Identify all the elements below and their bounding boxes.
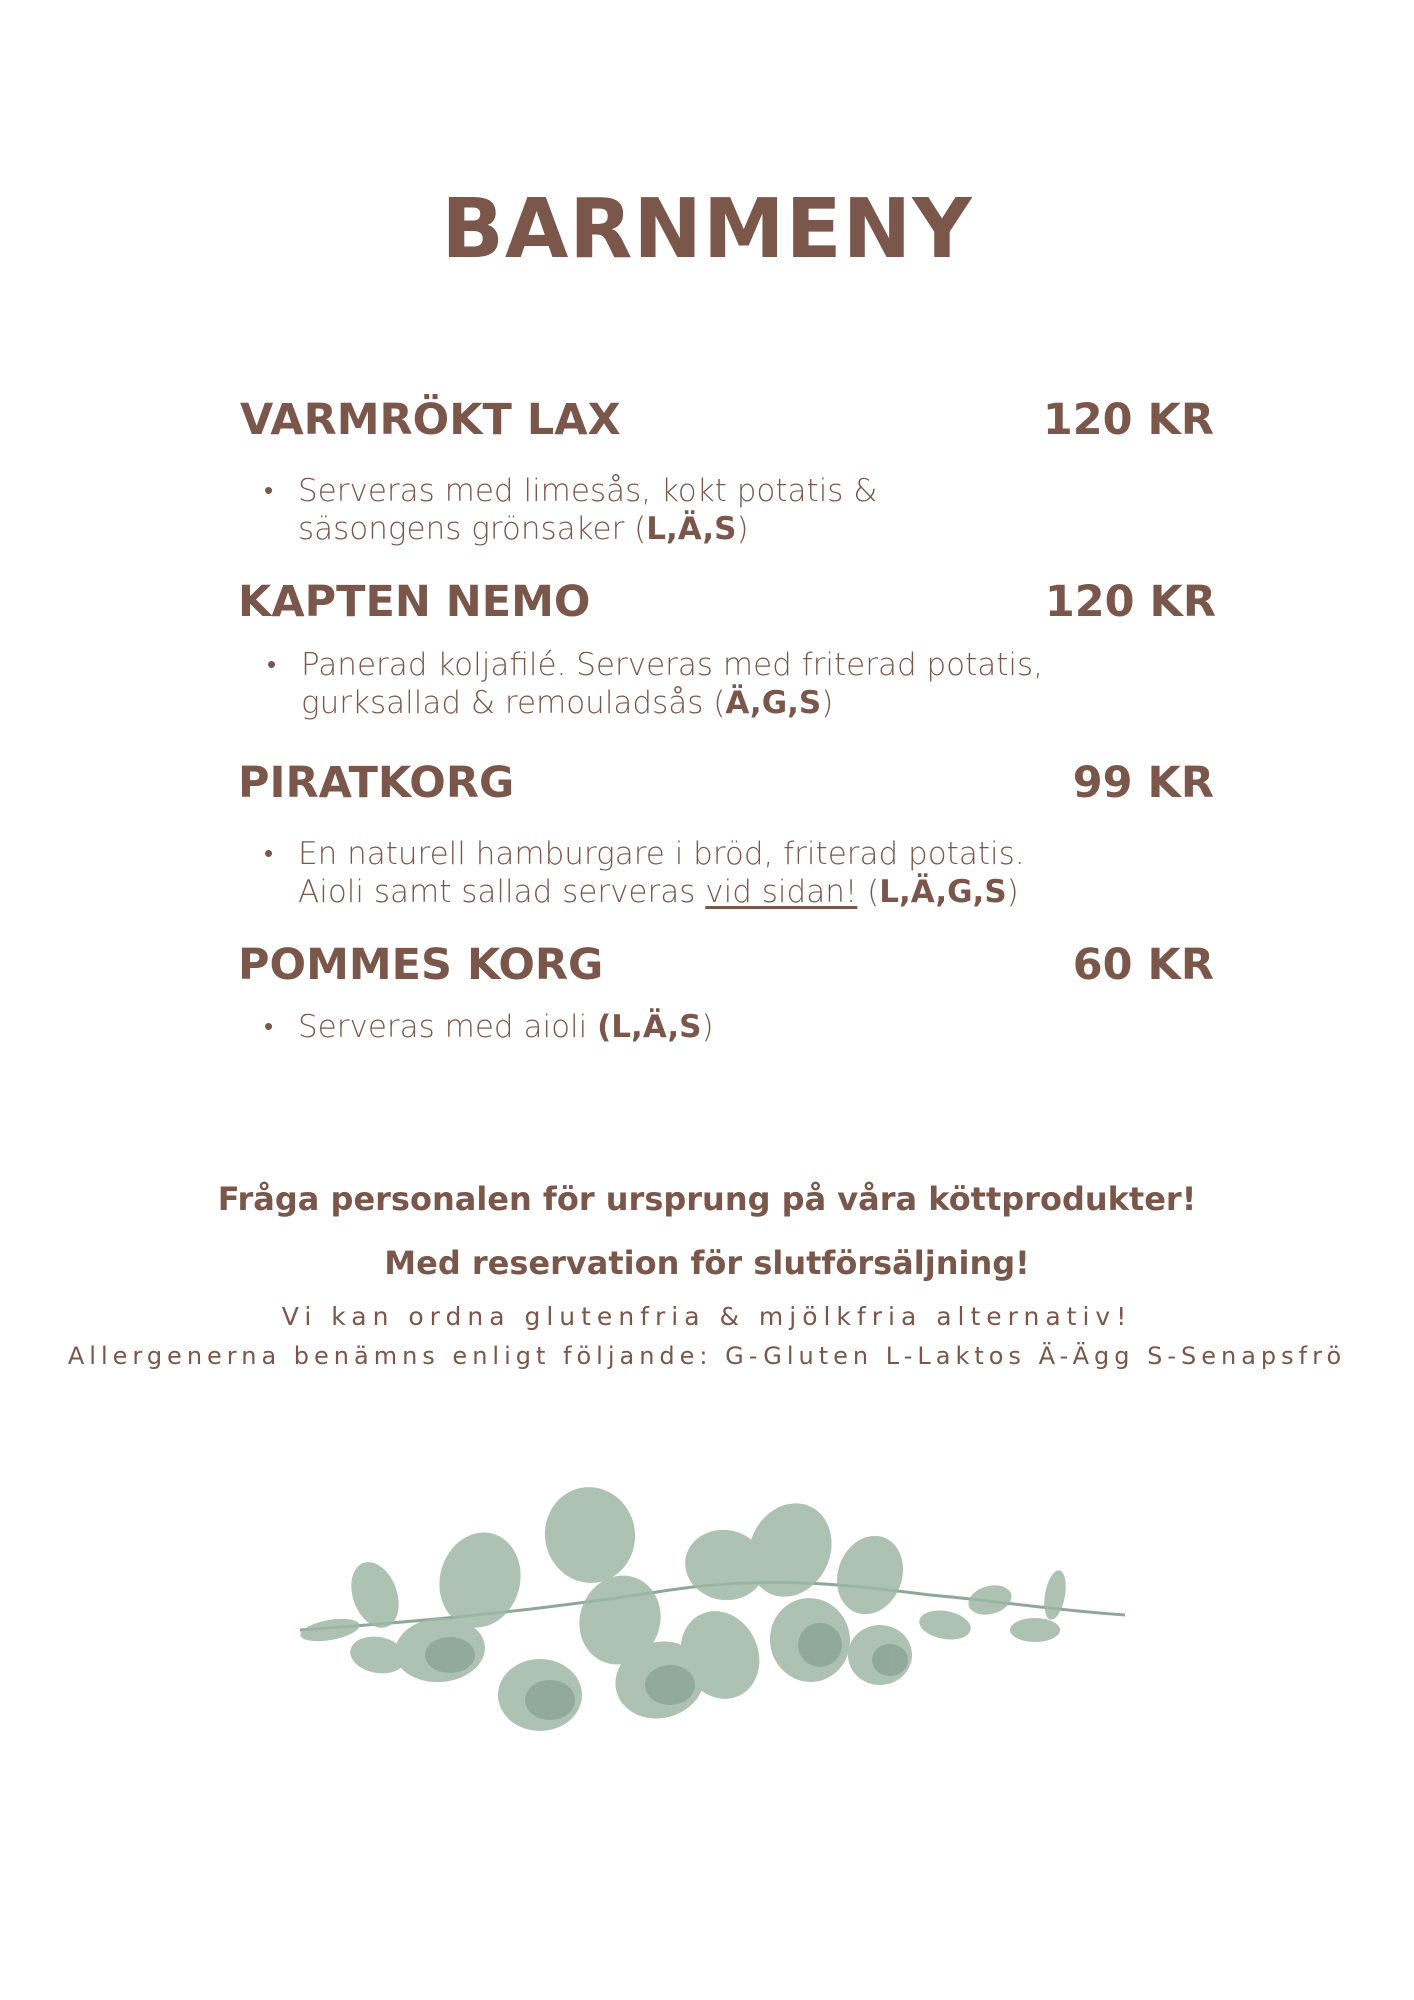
reservation-note: Med reservation för slutförsäljning! bbox=[384, 1244, 1030, 1282]
allergen-codes: L,Ä,S bbox=[646, 511, 737, 547]
menu-item-name: KAPTEN NEMO bbox=[238, 577, 591, 627]
alternatives-note: Vi kan ordna glutenfria & mjölkfria alternativ! bbox=[281, 1302, 1133, 1331]
page-title: BARNMENY bbox=[441, 182, 973, 277]
eucalyptus-branch-icon bbox=[290, 1480, 1130, 1740]
description-line: Aioli samt sallad serveras vid sidan! (L,Ä,G,S) bbox=[298, 874, 1019, 910]
menu-item-price: 99 KR bbox=[1072, 758, 1214, 808]
allergen-codes: (L,Ä,S bbox=[597, 1009, 702, 1045]
description-line: Serveras med limesås, kokt potatis & bbox=[298, 473, 878, 509]
bullet-icon: • bbox=[264, 839, 274, 869]
description-line: Serveras med aioli (L,Ä,S) bbox=[298, 1009, 714, 1045]
bullet-icon: • bbox=[264, 1012, 274, 1042]
bullet-icon: • bbox=[267, 650, 277, 680]
description-line: En naturell hamburgare i bröd, friterad potatis. bbox=[298, 836, 1025, 872]
description-line: gurksallad & remouladsås (Ä,G,S) bbox=[301, 685, 834, 721]
bullet-icon: • bbox=[264, 476, 274, 506]
menu-item-name: PIRATKORG bbox=[238, 758, 515, 808]
menu-item-price: 120 KR bbox=[1044, 577, 1216, 627]
menu-item-description bbox=[264, 835, 1025, 911]
description-line: säsongens grönsaker (L,Ä,S) bbox=[298, 511, 749, 547]
menu-item-name: POMMES KORG bbox=[238, 940, 604, 990]
menu-item-price: 60 KR bbox=[1072, 940, 1214, 990]
allergen-codes: L,Ä,G,S bbox=[879, 874, 1007, 910]
menu-item-price: 120 KR bbox=[1042, 395, 1214, 445]
allergen-legend: Allergenerna benämns enligt följande: G-Gluten L-Laktos Ä-Ägg S-Senapsfrö bbox=[67, 1342, 1347, 1370]
origin-note: Fråga personalen för ursprung på våra köttprodukter! bbox=[217, 1180, 1197, 1218]
allergen-codes: Ä,G,S bbox=[725, 685, 822, 721]
menu-item-description bbox=[267, 646, 1044, 722]
menu-item-description bbox=[264, 1008, 714, 1046]
description-line: Panerad koljafilé. Serveras med friterad potatis, bbox=[301, 647, 1044, 683]
menu-item-description bbox=[264, 472, 878, 548]
underlined-text: vid sidan! bbox=[705, 874, 858, 910]
menu-item-name: VARMRÖKT LAX bbox=[240, 395, 621, 445]
